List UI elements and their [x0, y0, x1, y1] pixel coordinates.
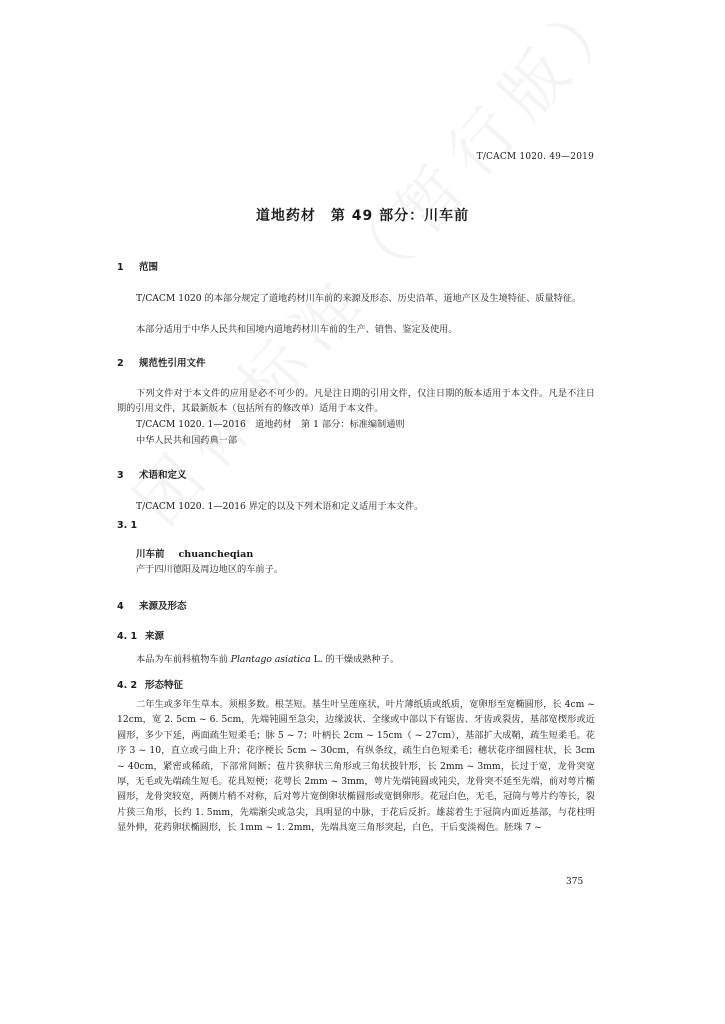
- section-1-heading: [117, 259, 158, 273]
- standard-number: T/CACM 1020. 49—2019: [476, 152, 594, 162]
- subsection-4-1-heading: [117, 628, 164, 642]
- source-paragraph: 本品为车前科植物车前 Plantago asiatica L. 的干燥成熟种子。: [136, 654, 400, 665]
- latin-species-name: Plantago asiatica: [230, 654, 311, 665]
- section-number: 2: [117, 358, 124, 369]
- term-entry: [136, 546, 253, 560]
- term-definition: 产于四川德阳及周边地区的车前子。: [136, 564, 283, 575]
- section-title: 术语和定义: [139, 470, 187, 481]
- section-4-heading: [117, 598, 187, 612]
- section-1-paragraph-1: T/CACM 1020 的本部分规定了道地药材川车前的来源及形态、历史沿革、道地产区及生境特征、质量特征。: [136, 293, 582, 304]
- section-1-paragraph-2: 本部分适用于中华人民共和国境内道地药材川车前的生产、销售、鉴定及使用。: [136, 324, 458, 335]
- section-2-paragraph-1: 下列文件对于本文件的应用是必不可少的。凡是注日期的引用文件，仅注日期的版本适用于本文件。凡是不注日期的引用文件，其最新版本（包括所有的修改单）适用于本文件。: [117, 388, 595, 415]
- subsection-number: 4. 1: [117, 631, 138, 642]
- watermark: [110, 0, 647, 542]
- subsection-4-2-heading: [117, 677, 183, 691]
- morphology-paragraph: 二年生或多年生草本。须根多数。根茎短。基生叶呈莲座状，叶片薄纸质或纸质，宽卵形至宽椭圆形，长 4cm ~ 12cm，宽 2. 5cm ~ 6. 5cm，先端钝圆至急尖，边缘波状、全缘或中部以下有锯齿、牙齿或裂齿，基部宽楔形或近圆形，多少下延，两面疏生短柔毛；脉 5 ~ 7；叶柄长 2cm ~ 15cm（ ~ 27cm），基部扩大成鞘，疏生短柔毛。花序 3 ~ 10，直立或弓曲上升；花序梗长 5cm ~ 30cm，有纵条纹，疏生白色短柔毛；穗状花序细圆柱状，长 3cm ~ 40cm，紧密或稀疏，下部常间断；苞片狭卵状三角形或三角状披针形，长 2mm ~ 3mm，长过于宽，龙骨突宽厚，无毛或先端疏生短毛。花具短梗；花萼长 2mm ~ 3mm，萼片先端钝圆或钝尖，龙骨突不延至先端，前对萼片椭圆形，龙骨突较宽，两侧片稍不对称，后对萼片宽倒卵状椭圆形或宽倒卵形。花冠白色，无毛，冠筒与萼片约等长，裂片狭三角形，长约 1. 5mm，先端渐尖或急尖，具明显的中脉，于花后反折。雄蕊着生于冠筒内面近基部，与花柱明显外伸，花药卵状椭圆形，长 1mm ~ 1. 2mm，先端具宽三角形突起，白色，干后变淡褐色。胚珠 7 ~: [117, 699, 595, 834]
- subsection-title: 来源: [145, 631, 165, 642]
- page-number: 375: [566, 877, 584, 887]
- document-title: 道地药材 第 49 部分：川车前: [255, 208, 470, 224]
- section-title: 规范性引用文件: [139, 358, 206, 369]
- term-chinese: 川车前: [136, 549, 165, 560]
- reference-item: T/CACM 1020. 1—2016 道地药材 第 1 部分：标准编制通则: [136, 419, 405, 430]
- section-title: 范围: [139, 262, 159, 273]
- reference-item: 中华人民共和国药典一部: [136, 435, 238, 446]
- section-number: 3: [117, 470, 124, 481]
- subsection-title: 形态特征: [145, 680, 184, 691]
- subsection-number: 4. 2: [117, 680, 138, 691]
- section-number: 1: [117, 262, 124, 273]
- section-2-heading: [117, 355, 206, 369]
- section-title: 来源及形态: [139, 601, 187, 612]
- term-pinyin: chuancheqian: [178, 549, 254, 560]
- subsection-3-1-number: 3. 1: [117, 520, 138, 531]
- section-3-heading: [117, 467, 187, 481]
- section-3-paragraph-1: T/CACM 1020. 1—2016 界定的以及下列术语和定义适用于本文件。: [136, 501, 424, 512]
- section-number: 4: [117, 601, 124, 612]
